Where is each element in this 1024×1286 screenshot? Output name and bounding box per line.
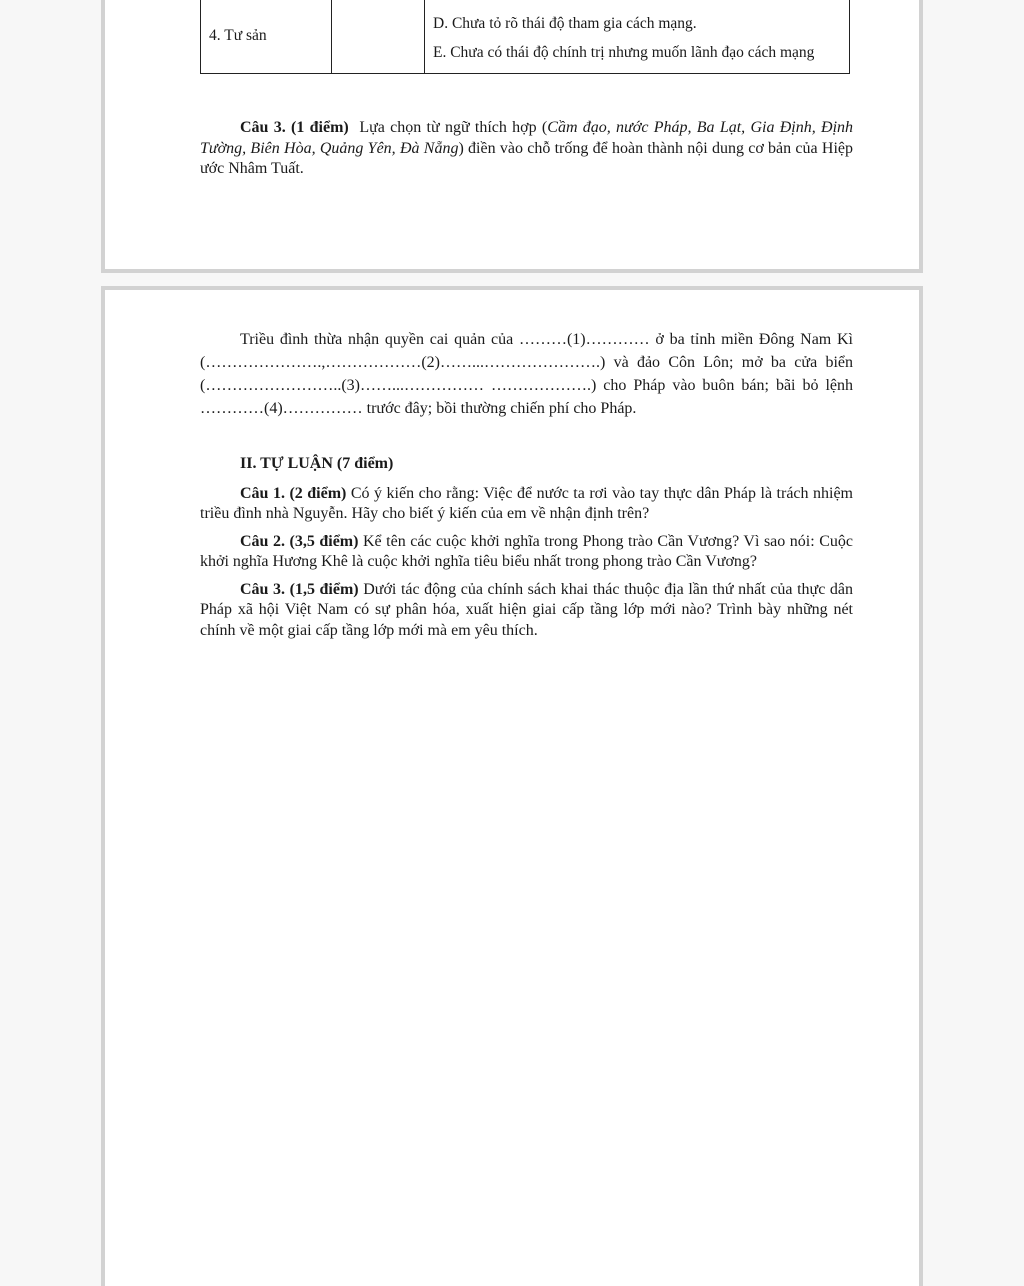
question-3-outro: ) điền vào chỗ trống để hoàn thành nội dung cơ bản của Hiệp ước Nhâm Tuất. (200, 139, 853, 177)
table-cell-options (425, 0, 850, 74)
essay-question-2 (200, 532, 853, 573)
table-cell-answer (332, 0, 425, 74)
essay-question-3-text: Dưới tác động của chính sách khai thác thuộc địa lần thứ nhất của thực dân Pháp xã hội Việt Nam có sự phân hóa, xuất hiện giai cấp tầng lớp mới nào? Trình bày những nét chính về một giai cấp tầng lớp mới mà em yêu thích. (200, 580, 853, 639)
table-cell-class (201, 0, 332, 74)
treaty-fill-text (200, 328, 853, 420)
option-d: D. Chưa tỏ rõ thái độ tham gia cách mạng. (433, 15, 697, 32)
question-3-paragraph (200, 118, 853, 180)
essay-question-2-label: Câu 2. (3,5 điểm) (240, 532, 359, 550)
essay-section (200, 454, 853, 641)
essay-heading: II. TỰ LUẬN (7 điểm) (240, 455, 394, 472)
question-3-choices: Cầm đạo, nước Pháp, Ba Lạt, Gia Định, Định Tường, Biên Hòa, Quảng Yên, Đà Nẵng (200, 119, 854, 157)
essay-question-1-label: Câu 1. (2 điểm) (240, 484, 347, 502)
class-label: 4. Tư sản (209, 27, 267, 44)
essay-question-3 (200, 580, 853, 642)
option-e: E. Chưa có thái độ chính trị nhưng muốn lãnh đạo cách mạng (433, 44, 815, 61)
table-row (201, 0, 850, 74)
document-page-1 (101, 0, 923, 273)
question-3-label: Câu 3. (1 điểm) (240, 119, 349, 136)
question-3-intro: Lựa chọn từ ngữ thích hợp ( (359, 119, 548, 136)
essay-question-2-text: Kể tên các cuộc khởi nghĩa trong Phong trào Cần Vương? Vì sao nói: Cuộc khởi nghĩa Hương Khê là cuộc khởi nghĩa tiêu biểu nhất trong phong trào Cần Vương? (200, 532, 853, 570)
essay-question-1 (200, 484, 853, 525)
essay-question-3-label: Câu 3. (1,5 điểm) (240, 580, 359, 598)
document-page-2 (101, 286, 923, 1286)
essay-question-1-text: Có ý kiến cho rằng: Việc để nước ta rơi vào tay thực dân Pháp là trách nhiệm triều đình nhà Nguyễn. Hãy cho biết ý kiến của em về nhận định trên? (200, 484, 854, 522)
treaty-paragraph: Triều đình thừa nhận quyền cai quản của ………(1)………… ở ba tỉnh miền Đông Nam Kì (………………….,………………(2)……...………………….) và đảo Côn Lôn; mở ba cửa biển (……………………..(3)……...…………… ……………….) cho Pháp vào buôn bán; bãi bỏ lệnh …………(4)…………… trước đây; bồi thường chiến phí cho Pháp. (200, 331, 853, 417)
question-3-fill (200, 118, 853, 180)
matching-table (200, 0, 850, 74)
